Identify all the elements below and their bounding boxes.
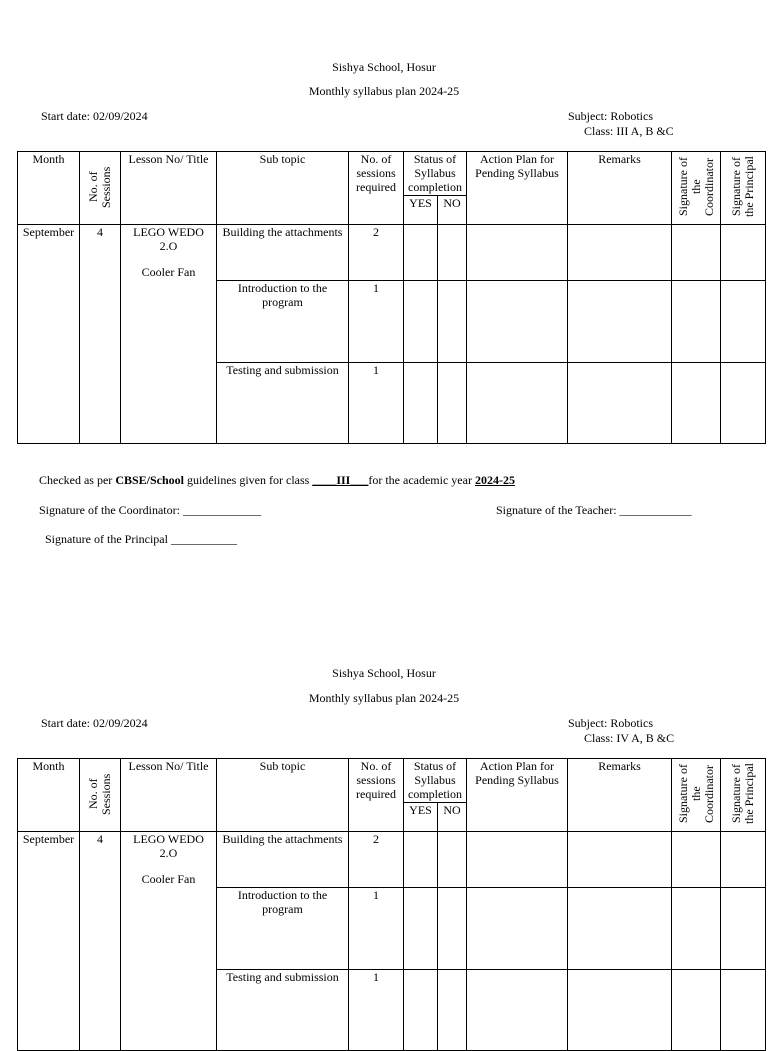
sessions-cell: 4 bbox=[80, 832, 121, 1051]
no-cell bbox=[438, 970, 467, 1051]
required-cell: 1 bbox=[349, 281, 404, 363]
month-cell: September bbox=[18, 225, 80, 444]
sig-coordinator-cell bbox=[672, 363, 721, 444]
header-remarks: Remarks bbox=[568, 759, 672, 832]
action-cell bbox=[467, 363, 568, 444]
subtopic-cell: Building the attachments bbox=[217, 832, 349, 888]
header-yes: YES bbox=[404, 803, 438, 832]
header-yes: YES bbox=[404, 196, 438, 225]
remarks-cell bbox=[568, 888, 672, 970]
lesson-cell: LEGO WEDO 2.O Cooler Fan bbox=[121, 832, 217, 1051]
teacher-signature-line: Signature of the Teacher: ____________ bbox=[496, 503, 692, 517]
class-label: Class: III A, B &C bbox=[584, 124, 674, 138]
syllabus-table bbox=[17, 151, 766, 444]
sig-coordinator-cell bbox=[672, 281, 721, 363]
sig-coordinator-cell bbox=[672, 832, 721, 888]
remarks-cell bbox=[568, 281, 672, 363]
syllabus-table bbox=[17, 758, 766, 1051]
no-cell bbox=[438, 281, 467, 363]
header-no: NO bbox=[438, 196, 467, 225]
plan-title: Monthly syllabus plan 2024-25 bbox=[308, 84, 460, 98]
sig-coordinator-cell bbox=[672, 970, 721, 1051]
required-cell: 1 bbox=[349, 363, 404, 444]
header-action-plan: Action Plan for Pending Syllabus bbox=[467, 152, 568, 225]
action-cell bbox=[467, 832, 568, 888]
table-row bbox=[18, 225, 766, 281]
school-name: Sishya School, Hosur bbox=[332, 60, 436, 74]
no-cell bbox=[438, 363, 467, 444]
sessions-cell: 4 bbox=[80, 225, 121, 444]
principal-signature-line: Signature of the Principal ___________ bbox=[45, 532, 237, 546]
lesson-cell: LEGO WEDO 2.O Cooler Fan bbox=[121, 225, 217, 444]
start-date: Start date: 02/09/2024 bbox=[41, 109, 148, 123]
header-required: No. of sessions required bbox=[349, 152, 404, 225]
required-cell: 1 bbox=[349, 970, 404, 1051]
yes-cell bbox=[404, 888, 438, 970]
subject: Subject: Robotics bbox=[568, 109, 653, 123]
header-lesson: Lesson No/ Title bbox=[121, 759, 217, 832]
sig-principal-cell bbox=[721, 888, 766, 970]
sig-principal-cell bbox=[721, 225, 766, 281]
header-action-plan: Action Plan for Pending Syllabus bbox=[467, 759, 568, 832]
yes-cell bbox=[404, 832, 438, 888]
header-subtopic: Sub topic bbox=[217, 759, 349, 832]
header-status: Status of Syllabus completion bbox=[404, 152, 467, 196]
header-sig-principal: Signature of the Principal bbox=[721, 759, 766, 832]
remarks-cell bbox=[568, 225, 672, 281]
action-cell bbox=[467, 281, 568, 363]
month-cell: September bbox=[18, 832, 80, 1051]
header-required: No. of sessions required bbox=[349, 759, 404, 832]
header-sig-coordinator: Signature of the Coordinator bbox=[672, 152, 721, 225]
remarks-cell bbox=[568, 363, 672, 444]
sig-principal-cell bbox=[721, 970, 766, 1051]
plan-title: Monthly syllabus plan 2024-25 bbox=[308, 691, 460, 705]
subtopic-cell: Building the attachments bbox=[217, 225, 349, 281]
header-sessions: No. of Sessions bbox=[80, 759, 121, 832]
no-cell bbox=[438, 832, 467, 888]
header-month: Month bbox=[18, 152, 80, 225]
subtopic-cell: Testing and submission bbox=[217, 970, 349, 1051]
yes-cell bbox=[404, 225, 438, 281]
sig-coordinator-cell bbox=[672, 225, 721, 281]
subtopic-cell: Introduction to the program bbox=[217, 888, 349, 970]
header-remarks: Remarks bbox=[568, 152, 672, 225]
sig-coordinator-cell bbox=[672, 888, 721, 970]
remarks-cell bbox=[568, 832, 672, 888]
sig-principal-cell bbox=[721, 281, 766, 363]
class-label: Class: IV A, B &C bbox=[584, 731, 675, 745]
table-row bbox=[18, 832, 766, 888]
coordinator-signature-line: Signature of the Coordinator: _____________ bbox=[39, 503, 261, 517]
action-cell bbox=[467, 888, 568, 970]
subtopic-cell: Testing and submission bbox=[217, 363, 349, 444]
required-cell: 2 bbox=[349, 225, 404, 281]
yes-cell bbox=[404, 363, 438, 444]
yes-cell bbox=[404, 970, 438, 1051]
sig-principal-cell bbox=[721, 832, 766, 888]
header-sig-principal: Signature of the Principal bbox=[721, 152, 766, 225]
action-cell bbox=[467, 970, 568, 1051]
sig-principal-cell bbox=[721, 363, 766, 444]
yes-cell bbox=[404, 281, 438, 363]
header-no: NO bbox=[438, 803, 467, 832]
school-name: Sishya School, Hosur bbox=[332, 666, 436, 680]
header-sessions: No. of Sessions bbox=[80, 152, 121, 225]
header-lesson: Lesson No/ Title bbox=[121, 152, 217, 225]
header-month: Month bbox=[18, 759, 80, 832]
no-cell bbox=[438, 888, 467, 970]
checked-statement: Checked as per CBSE/School guidelines given for class ____III___for the academic year 2024-25 bbox=[39, 473, 515, 487]
remarks-cell bbox=[568, 970, 672, 1051]
required-cell: 2 bbox=[349, 832, 404, 888]
header-status: Status of Syllabus completion bbox=[404, 759, 467, 803]
subject: Subject: Robotics bbox=[568, 716, 653, 730]
required-cell: 1 bbox=[349, 888, 404, 970]
no-cell bbox=[438, 225, 467, 281]
start-date: Start date: 02/09/2024 bbox=[41, 716, 148, 730]
subtopic-cell: Introduction to the program bbox=[217, 281, 349, 363]
header-subtopic: Sub topic bbox=[217, 152, 349, 225]
action-cell bbox=[467, 225, 568, 281]
header-sig-coordinator: Signature of the Coordinator bbox=[672, 759, 721, 832]
